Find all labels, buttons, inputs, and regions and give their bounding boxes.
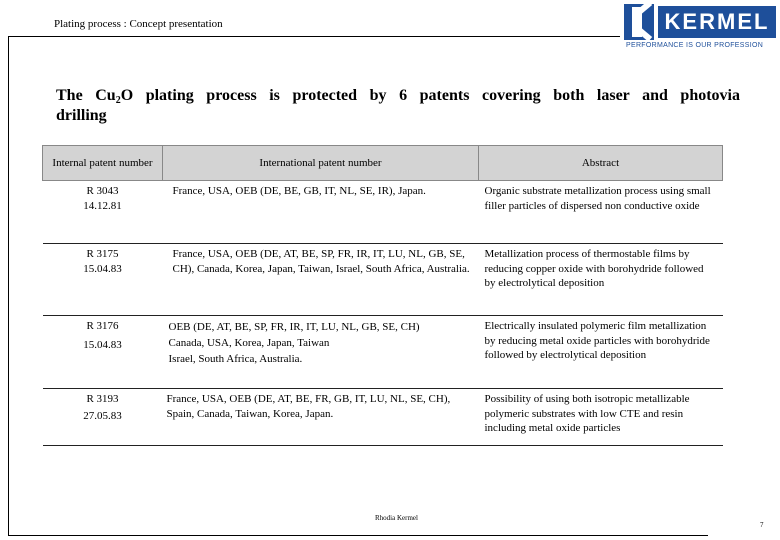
presentation-header-title: Plating process : Concept presentation [54,18,223,30]
filing-date: 15.04.83 [83,262,122,275]
table-row [43,181,723,244]
abstract-cell: Metallization process of thermostable films by reducing copper oxide with borohydride followed by electrolytical deposition [479,244,723,316]
internal-number-cell [43,316,163,389]
table-row [43,389,723,446]
table-row [43,244,723,316]
filing-date: 14.12.81 [83,199,122,212]
table-header-row [43,146,723,181]
headline-part1: The Cu [56,87,116,104]
abstract-cell: Electrically insulated polymeric film metallization by reducing metal oxide particles with borohydride followed by electrolytical deposition [479,316,723,389]
headline-part2: O plating process is protected by 6 patents covering both laser and photovia [120,87,741,104]
international-line: Israel, South Africa, Australia. [168,353,303,365]
abstract-cell: Possibility of using both isotropic metallizable polymeric substrates with low CTE and resin including metal oxide particles [479,389,723,446]
internal-number-cell [43,181,163,244]
international-number-cell [163,316,479,389]
filing-date: 27.05.83 [83,409,122,422]
header-divider [8,36,620,37]
slide-headline [56,86,740,111]
page-number: 7 [760,521,764,529]
international-line: OEB (DE, AT, BE, SP, FR, IR, IT, LU, NL, GB, SE, CH) [168,321,420,333]
logo-tagline: PERFORMANCE IS OUR PROFESSION [626,42,764,49]
international-number-cell: France, USA, OEB (DE, AT, BE, FR, GB, IT, LU, NL, SE, CH), Spain, Canada, Taiwan, Korea, Japan. [163,389,479,446]
column-header-abstract: Abstract [479,146,723,181]
kermel-logo [624,4,776,52]
filing-date: 15.04.83 [83,338,122,351]
table-row [43,316,723,389]
headline-line2: drilling [56,107,107,124]
bottom-border-line [8,535,708,536]
internal-number: R 3176 [86,320,119,332]
international-number-cell: France, USA, OEB (DE, BE, GB, IT, NL, SE, IR), Japan. [163,181,479,244]
kermel-k-mark-icon [624,4,654,40]
internal-number: R 3043 [86,185,119,197]
column-header-international: International patent number [163,146,479,181]
headline-subscript: 2 [115,95,121,106]
internal-number-cell [43,389,163,446]
left-border-line [8,36,9,536]
abstract-cell: Organic substrate metallization process using small filler particles of dispersed non conductive oxide [479,181,723,244]
internal-number: R 3193 [86,393,119,405]
internal-number: R 3175 [86,248,119,260]
patent-table [42,145,723,446]
footer-company-label: Rhodia Kermel [375,514,418,522]
column-header-internal: Internal patent number [43,146,163,181]
international-line: Canada, USA, Korea, Japan, Taiwan [168,337,330,349]
international-number-cell: France, USA, OEB (DE, AT, BE, SP, FR, IR, IT, LU, NL, GB, SE, CH), Canada, Korea, Japan, Taiwan, Israel, South Africa, Australia. [163,244,479,316]
internal-number-cell [43,244,163,316]
logo-wordmark: KERMEL [658,6,776,38]
